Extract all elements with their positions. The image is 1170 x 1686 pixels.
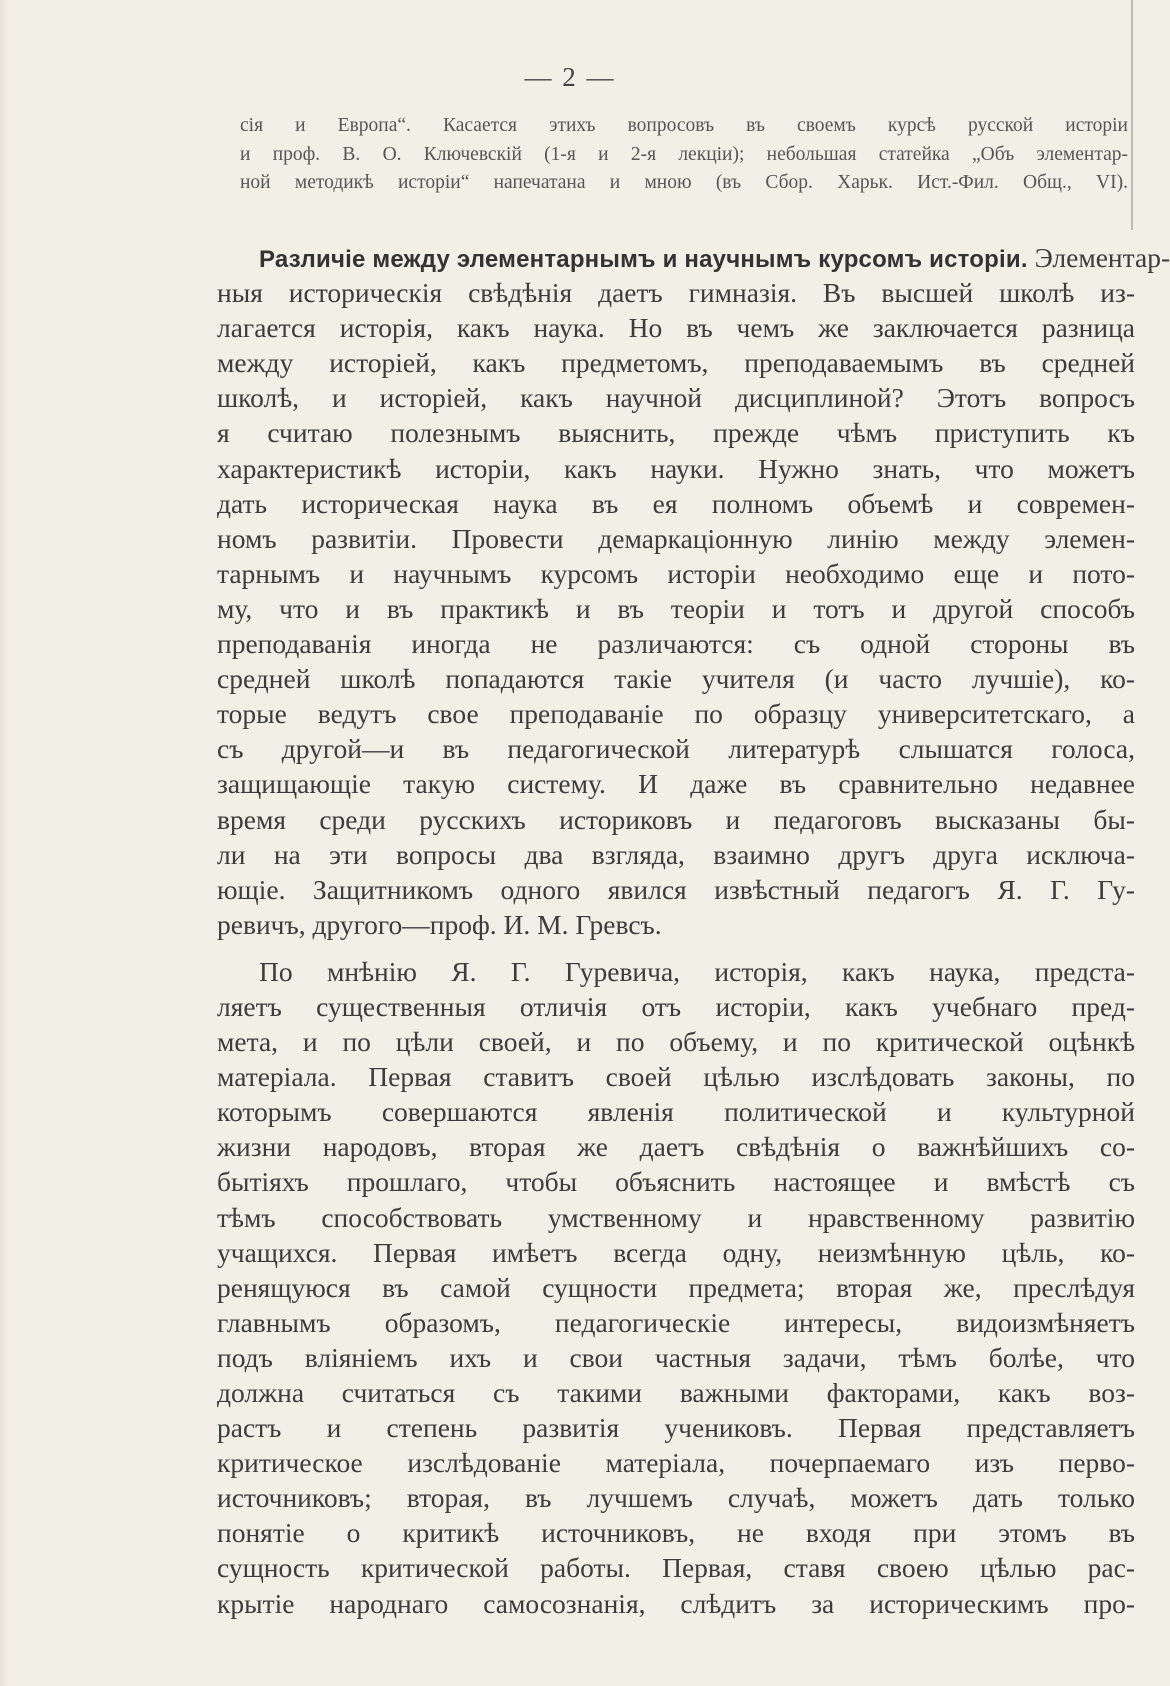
- footnote-line: сія и Европа“. Касается этихъ вопросовъ въ своемъ курсѣ русской исторіи: [240, 115, 1128, 136]
- text-line: матеріала. Первая ставитъ своей цѣлью изслѣдовать законы, по: [217, 1061, 1135, 1093]
- text-line: тѣмъ способствовать умственному и нравственному развитію: [217, 1201, 1135, 1233]
- text-line: сущность критической работы. Первая, ставя своею цѣлью рас-: [217, 1552, 1135, 1584]
- text-line: растъ и степень развитія учениковъ. Первая представляетъ: [217, 1412, 1135, 1444]
- footnote-line: ной методикѣ исторіи“ напечатана и мною (въ Сбор. Харьк. Ист.-Фил. Общ., VI).: [240, 172, 1128, 193]
- text-line: крытіе народнаго самосознанія, слѣдитъ за историческимъ про-: [217, 1587, 1135, 1619]
- text-line: источниковъ; вторая, въ лучшемъ случаѣ, можетъ дать только: [217, 1482, 1135, 1514]
- paragraph-gap: [217, 942, 1135, 954]
- text-line: Элементар-: [1027, 242, 1170, 273]
- text-line: я считаю полезнымъ выяснить, прежде чѣмъ приступить къ: [217, 417, 1135, 449]
- page-number: — 2 —: [524, 62, 616, 92]
- text-line: бытіяхъ прошлаго, чтобы объяснить настоящее и вмѣстѣ съ: [217, 1166, 1135, 1198]
- text-line: съ другой—и въ педагогической литературѣ слышатся голоса,: [217, 733, 1135, 765]
- text-line: время среди русскихъ историковъ и педагоговъ высказаны бы-: [217, 803, 1135, 835]
- text-line: торые ведутъ свое преподаваніе по образцу университетскаго, а: [217, 698, 1135, 730]
- text-line: номъ развитіи. Провести демаркаціонную линію между элемен-: [217, 522, 1135, 554]
- text-line: понятіе о критикѣ источниковъ, не входя при этомъ въ: [217, 1517, 1135, 1549]
- text-line: ныя историческія свѣдѣнія даетъ гимназія. Въ высшей школѣ из-: [217, 277, 1135, 309]
- text-line: жизни народовъ, вторая же даетъ свѣдѣнія о важнѣйшихъ со-: [217, 1131, 1135, 1163]
- text-line: му, что и въ практикѣ и въ теоріи и тотъ и другой способъ: [217, 592, 1135, 624]
- text-line: критическое изслѣдованіе матеріала, почерпаемаго изъ перво-: [217, 1447, 1135, 1479]
- text-line: тарнымъ и научнымъ курсомъ исторіи необходимо еще и пото-: [217, 557, 1135, 589]
- text-line: мета, и по цѣли своей, и по объему, и по критической оцѣнкѣ: [217, 1026, 1135, 1058]
- text-line: ревичъ, другого—проф. И. М. Гревсъ.: [217, 908, 662, 940]
- footnote-line: и проф. В. О. Ключевскій (1-я и 2-я лекціи); небольшая статейка „Объ элементар-: [240, 143, 1128, 165]
- text-line: средней школѣ попадаются такіе учителя (и часто лучшіе), ко-: [217, 663, 1135, 695]
- page-edge-mark: [1131, 0, 1133, 230]
- text-line: По мнѣнію Я. Г. Гуревича, исторія, какъ наука, предста-: [259, 955, 1135, 987]
- page-gutter-shade: [0, 0, 8, 1686]
- text-line: ляетъ существенныя отличія отъ исторіи, какъ учебнаго пред-: [217, 990, 1135, 1022]
- text-line: должна считаться съ такими важными факторами, какъ воз-: [217, 1377, 1135, 1408]
- paragraph-first-line: [217, 240, 1170, 275]
- text-line: школѣ, и исторіей, какъ научной дисциплиной? Этотъ вопросъ: [217, 382, 1135, 414]
- text-line: между исторіей, какъ предметомъ, преподаваемымъ въ средней: [217, 347, 1135, 379]
- text-line: ющіе. Защитникомъ одного явился извѣстный педагогъ Я. Г. Гу-: [217, 873, 1135, 905]
- text-line: защищающіе такую систему. И даже въ сравнительно недавнее: [217, 768, 1135, 800]
- main-text: [217, 240, 1170, 1621]
- text-line: ли на эти вопросы два взгляда, взаимно другъ друга исключа-: [217, 838, 1135, 870]
- text-line: характеристикѣ исторіи, какъ науки. Нужно знать, что можетъ: [217, 452, 1135, 484]
- text-line: подъ вліяніемъ ихъ и свои частныя задачи, тѣмъ болѣе, что: [217, 1341, 1135, 1373]
- text-line: ренящуюся въ самой сущности предмета; вторая же, преслѣдуя: [217, 1271, 1135, 1303]
- paragraph-heading: Различіе между элементарнымъ и научнымъ курсомъ исторіи.: [259, 246, 1028, 273]
- text-line: главнымъ образомъ, педагогическіе интересы, видоизмѣняетъ: [217, 1306, 1135, 1338]
- text-line: лагается исторія, какъ наука. Но въ чемъ же заключается разница: [217, 312, 1135, 344]
- text-line: преподаванія иногда не различаются: съ одной стороны въ: [217, 628, 1135, 660]
- text-line: дать историческая наука въ ея полномъ объемѣ и современ-: [217, 487, 1135, 519]
- text-line: которымъ совершаются явленія политической и культурной: [217, 1096, 1135, 1128]
- footnote: [240, 112, 1128, 198]
- text-line: учащихся. Первая имѣетъ всегда одну, неизмѣнную цѣль, ко-: [217, 1236, 1135, 1268]
